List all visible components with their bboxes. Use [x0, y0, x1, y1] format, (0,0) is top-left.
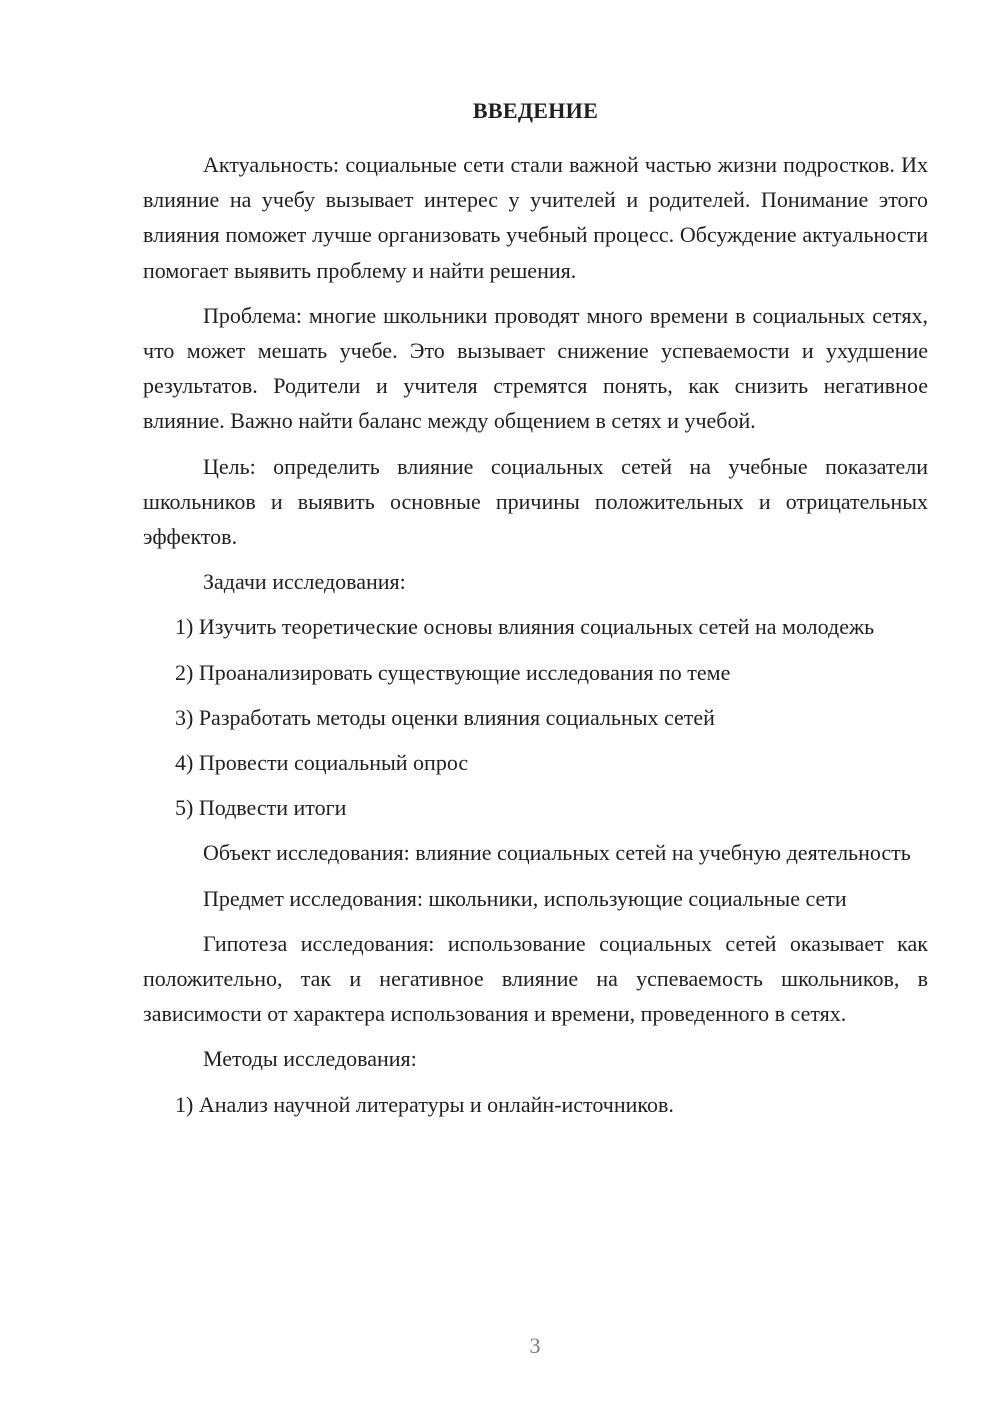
hypothesis-paragraph: Гипотеза исследования: использование социальных сетей оказывает как положительно, так и негативное влияние на успеваемость школьников, в зависимости от характера использования и времени, проведенного в сетях. [143, 930, 928, 1027]
task-item-4: 4) Провести социальный опрос [175, 750, 469, 776]
task-item-2: 2) Проанализировать существующие исследования по теме [175, 659, 731, 685]
problem-paragraph: Проблема: многие школьники проводят много времени в социальных сетях, что может мешать учебе. Это вызывает снижение успеваемости и ухудшение результатов. Родители и учителя стремятся понять, как снизить негативное влияние. Важно найти баланс между общением в сетях и учебой. [143, 302, 928, 434]
page-number: 3 [529, 1333, 541, 1358]
object-paragraph: Объект исследования: влияние социальных сетей на учебную деятельность [203, 840, 911, 866]
section-heading: ВВЕДЕНИЕ [472, 98, 599, 123]
methods-heading: Методы исследования: [203, 1046, 417, 1072]
subject-paragraph: Предмет исследования: школьники, использующие социальные сети [203, 885, 847, 911]
task-item-3: 3) Разработать методы оценки влияния социальных сетей [175, 704, 715, 730]
goal-paragraph: Цель: определить влияние социальных сетей на учебные показатели школьников и выявить основные причины положительных и отрицательных эффектов. [143, 453, 928, 550]
document-page [143, 96, 928, 1132]
task-item-1: 1) Изучить теоретические основы влияния социальных сетей на молодежь [175, 614, 875, 640]
relevance-paragraph: Актуальность: социальные сети стали важной частью жизни подростков. Их влияние на учебу вызывает интерес у учителей и родителей. Понимание этого влияния поможет лучше организовать учебный процесс. Обсуждение актуальности помогает выявить проблему и найти решения. [143, 152, 928, 283]
tasks-heading: Задачи исследования: [203, 569, 406, 595]
method-item-1: 1) Анализ научной литературы и онлайн-источников. [175, 1091, 674, 1117]
task-item-5: 5) Подвести итоги [175, 795, 347, 821]
